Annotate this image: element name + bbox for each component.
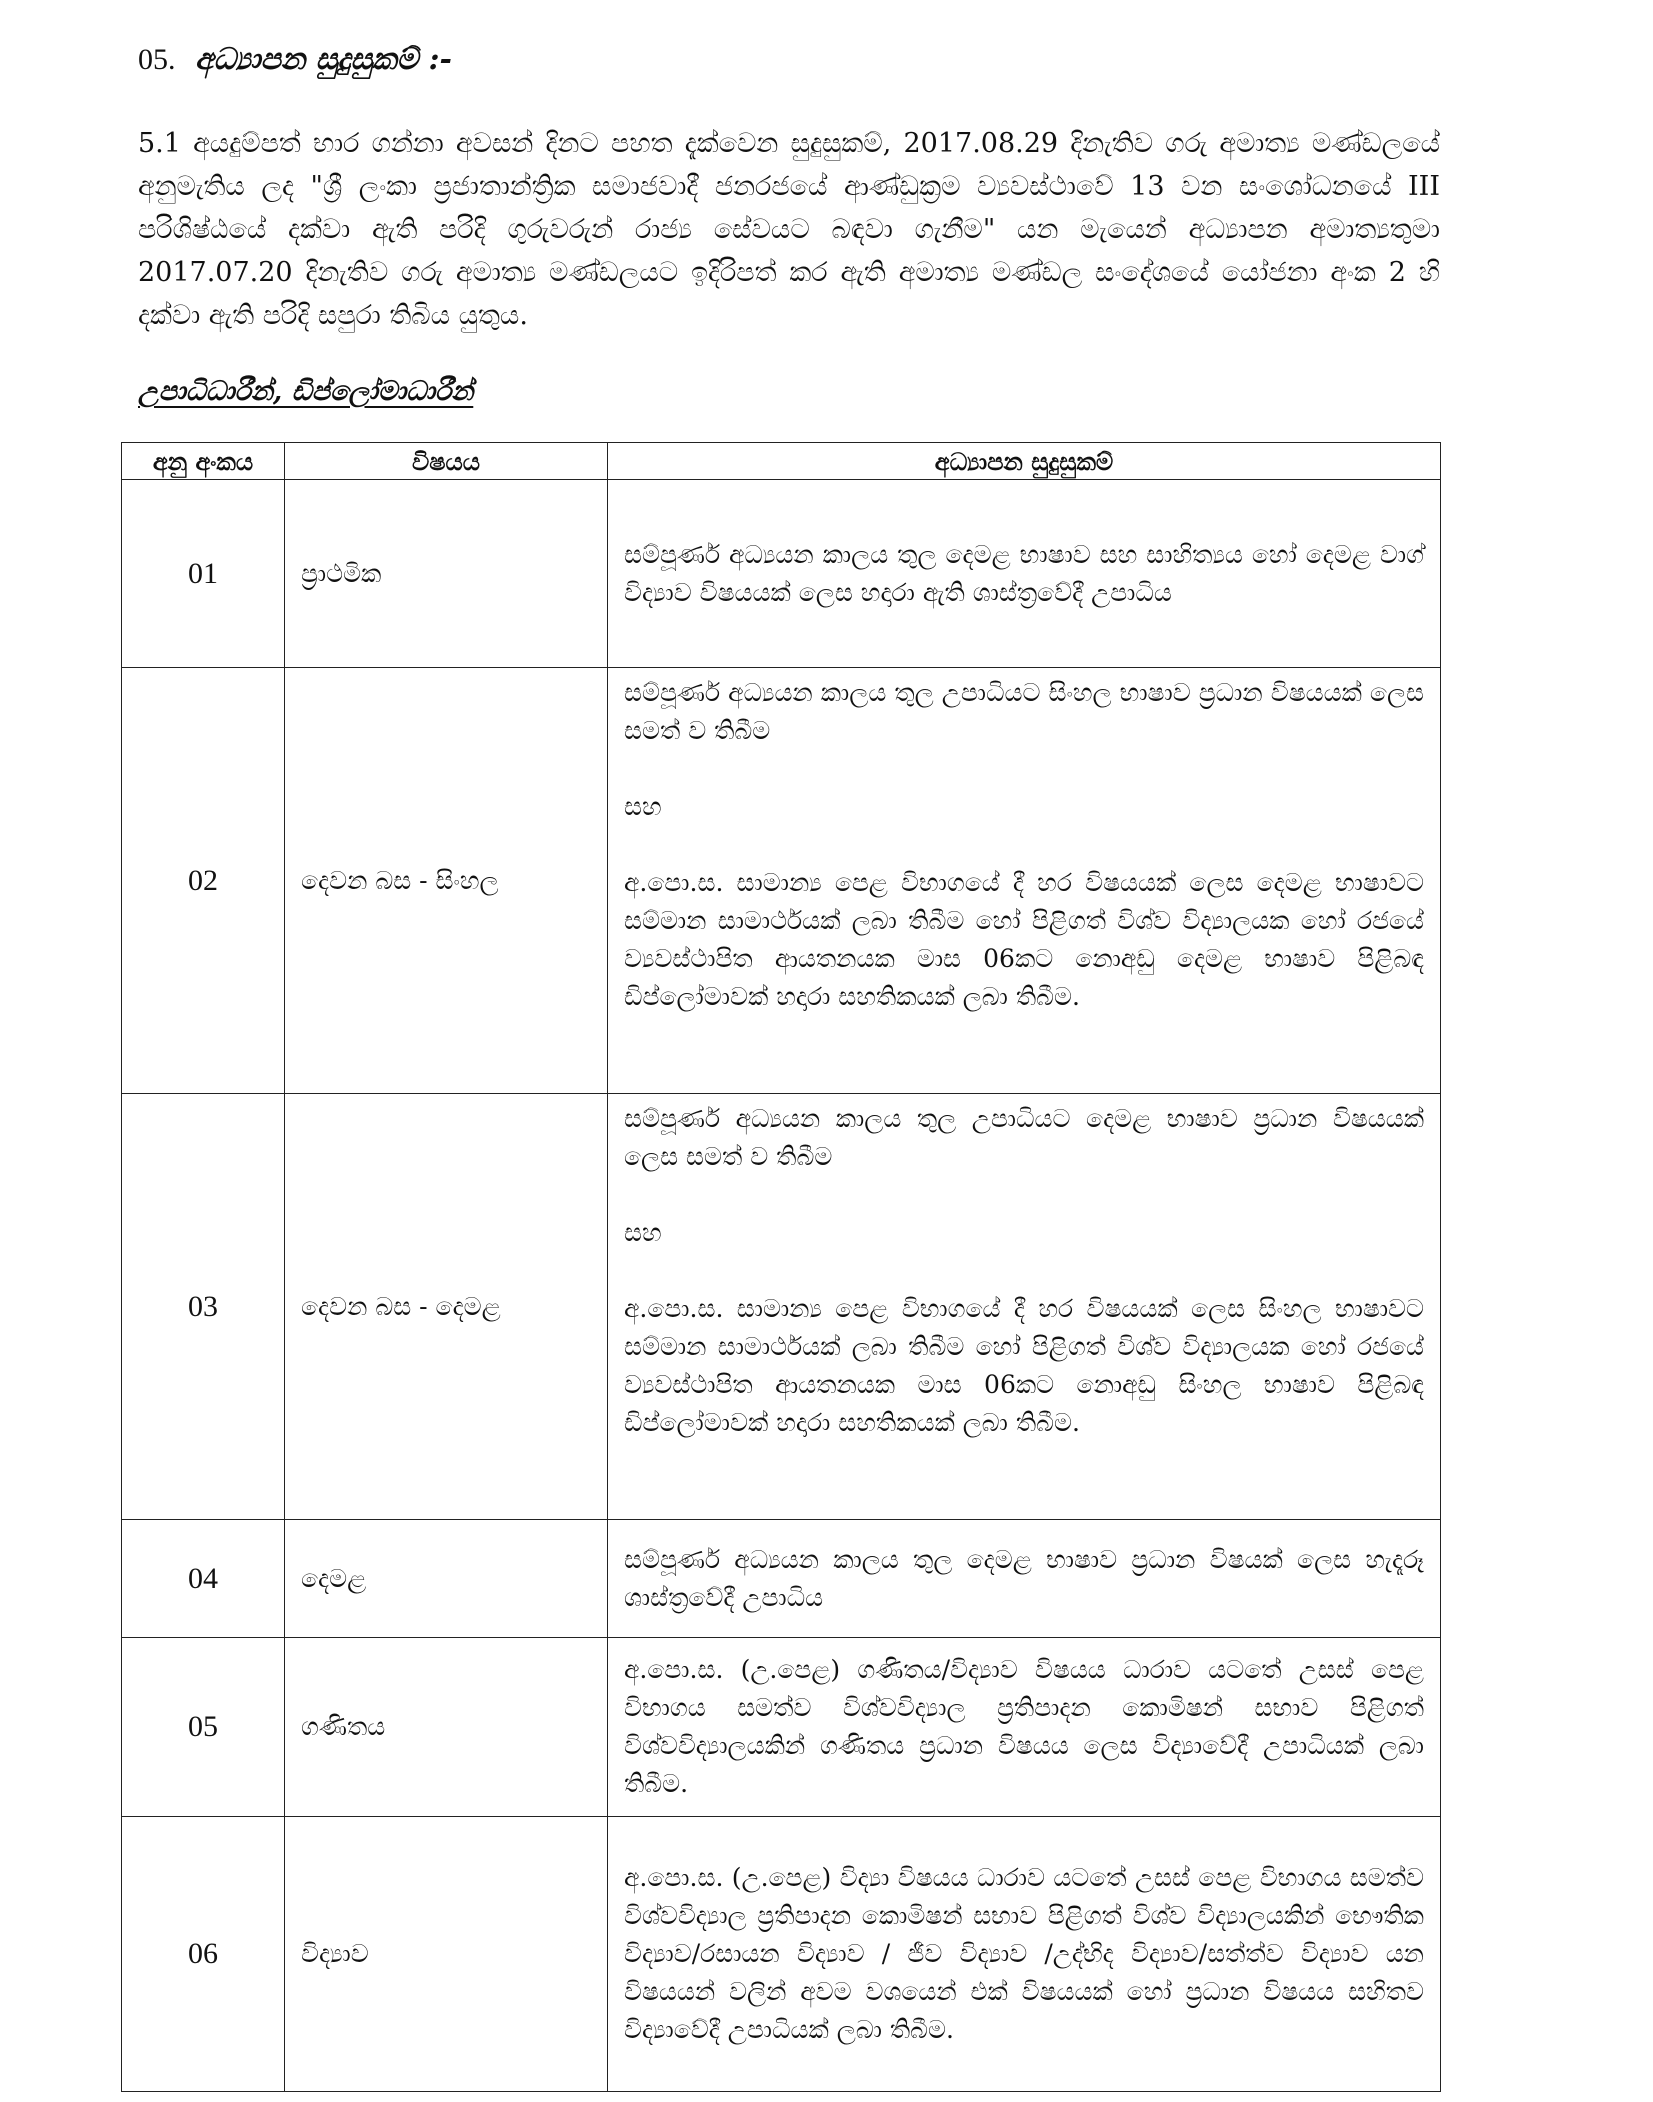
qualification-text: සම්පූර්ණ අධ්‍යයන කාලය තුල උපාධියට සිංහල භාෂාව ප්‍රධාන විෂයයක් ලෙස සමත් ව තිබීම [624, 678, 1424, 745]
qualification-text: අ.පො.ස. සාමාන්‍ය පෙළ විභාගයේ දී හර විෂයයක් ලෙස සිංහල භාෂාවට සම්මාන සාමාර්ථයක් ලබා තිබීම හෝ පිළිගත් විශ්ව විද්‍යාලයක හෝ රජයේ ව්‍යවස්ථාපිත ආයතනයක මාස 06කට නොඅඩු සිංහල භාෂාව පිළිබඳ ඩිප්ලෝමාවක් හදාරා සහතිකයක් ලබා තිබීම. [624, 1294, 1424, 1437]
subheading: උපාධිධාරීන්, ඩිප්ලෝමාධාරීන් [138, 376, 474, 407]
intro-paragraph: 5.1 අයදුම්පත් භාර ගන්නා අවසන් දිනට පහත දැක්වෙන සුදුසුකම්, 2017.08.29 දිනැතිව ගරු අමාත්‍ය මණ්ඩලයේ අනුමැතිය ලද "ශ්‍රී ලංකා ප්‍රජාතාන්ත්‍රික සමාජවාදී ජනරජයේ ආණ්ඩුක්‍රම ව්‍යවස්ථාවේ 13 වන සංශෝධනයේ III පරිශිෂ්ඨයේ දක්වා ඇති පරිදි ගුරුවරුන් රාජ්‍ය සේවයට බඳවා ගැනීම" යන මැයෙන් අධ්‍යාපන අමාත්‍යතුමා 2017.07.20 දිනැතිව ගරු අමාත්‍ය මණ්ඩලයට ඉදිරිපත් කර ඇති අමාත්‍ය මණ්ඩල සංදේශයේ යෝජනා අංක 2 හි දක්වා ඇති පරිදි සපුරා තිබිය යුතුය. [138, 128, 1440, 331]
header-qualification: අධ්‍යාපන සුදුසුකම් [608, 443, 1441, 480]
header-no: අනු අංකය [122, 443, 285, 480]
section-number: 05. [138, 43, 176, 76]
qualification-text: සම්පූර්ණ අධ්‍යයන කාලය තුල දෙමළ භාෂාව සහ සාහිත්‍යය හෝ දෙමළ වාග් විද්‍යාව විෂයයක් ලෙස හදාරා ඇති ශාස්ත්‍රවේදී උපාධිය [624, 539, 1424, 607]
qualification-text: සම්පූර්ණ අධ්‍යයන කාලය තුල උපාධියට දෙමළ භාෂාව ප්‍රධාන විෂයයක් ලෙස සමත් ව තිබීම [624, 1104, 1424, 1171]
qualification-text: අ.පො.ස. (උ.පෙළ) ගණිතය/විද්‍යාව විෂයය ධාරාව යටතේ උසස් පෙළ විභාගය සමත්ව විශ්වවිද්‍යාල ප්‍රතිපාදන කොමිෂන් සභාව පිළිගත් විශ්වවිද්‍යාලයකින් ගණිතය ප්‍රධාන විෂයය ලෙස විද්‍යාවේදී උපාධියක් ලබා තිබීම. [624, 1655, 1424, 1798]
table-row [122, 1520, 1441, 1638]
section-heading [138, 40, 452, 80]
row-qualification [608, 1817, 1441, 2092]
qualification-text: සම්පූර්ණ අධ්‍යයන කාලය තුල දෙමළ භාෂාව ප්‍රධාන විෂයක් ලෙස හැදෑරූ ශාස්ත්‍රවේදී උපාධිය [624, 1544, 1424, 1612]
header-subject: විෂයය [285, 443, 608, 480]
row-number: 02 [122, 668, 285, 1094]
row-number: 03 [122, 1094, 285, 1520]
table-row [122, 1817, 1441, 2092]
qualification-conjunction: සහ [624, 1218, 662, 1247]
row-subject: දෙවන බස - දෙමළ [285, 1094, 608, 1520]
row-subject: ප්‍රාථමික [285, 480, 608, 668]
section-title: අධ්‍යාපන සුදුසුකම් :- [195, 42, 453, 77]
row-qualification [608, 1520, 1441, 1638]
row-qualification [608, 668, 1441, 1094]
row-subject: විද්‍යාව [285, 1817, 608, 2092]
qualification-conjunction: සහ [624, 792, 662, 821]
table-header-row [122, 443, 1441, 480]
row-number: 05 [122, 1638, 285, 1817]
table-row [122, 480, 1441, 668]
row-qualification [608, 480, 1441, 668]
qualification-text: අ.පො.ස. සාමාන්‍ය පෙළ විභාගයේ දී හර විෂයයක් ලෙස දෙමළ භාෂාවට සම්මාන සාමාර්ථයක් ලබා තිබීම හෝ පිළිගත් විශ්ව විද්‍යාලයක හෝ රජයේ ව්‍යවස්ථාපිත ආයතනයක මාස 06කට නොඅඩු දෙමළ භාෂාව පිළිබඳ ඩිප්ලෝමාවක් හදාරා සහතිකයක් ලබා තිබීම. [624, 868, 1424, 1011]
row-subject: දෙමළ [285, 1520, 608, 1638]
row-subject: දෙවන බස - සිංහල [285, 668, 608, 1094]
row-number: 01 [122, 480, 285, 668]
table-row [122, 1638, 1441, 1817]
row-qualification [608, 1094, 1441, 1520]
row-subject: ගණිතය [285, 1638, 608, 1817]
qualifications-table [121, 442, 1441, 2092]
qualification-text: අ.පො.ස. (උ.පෙළ) විද්‍යා විෂයය ධාරාව යටතේ උසස් පෙළ විභාගය සමත්ව විශ්වවිද්‍යාල ප්‍රතිපාදන කොමිෂන් සභාව පිළිගත් විශ්ව විද්‍යාලයකින් භෞතික විද්‍යාව/රසායන විද්‍යාව / ජීව විද්‍යාව /උද්භිද විද්‍යාව/සත්ත්ව විද්‍යාව යන විෂයයන් වලින් අවම වශයෙන් එක් විෂයයක් හෝ ප්‍රධාන විෂයය සහිතව විද්‍යාවේදී උපාධියක් ලබා තිබීම. [624, 1863, 1424, 2044]
table-row [122, 1094, 1441, 1520]
table-row [122, 668, 1441, 1094]
row-number: 06 [122, 1817, 285, 2092]
row-number: 04 [122, 1520, 285, 1638]
row-qualification [608, 1638, 1441, 1817]
